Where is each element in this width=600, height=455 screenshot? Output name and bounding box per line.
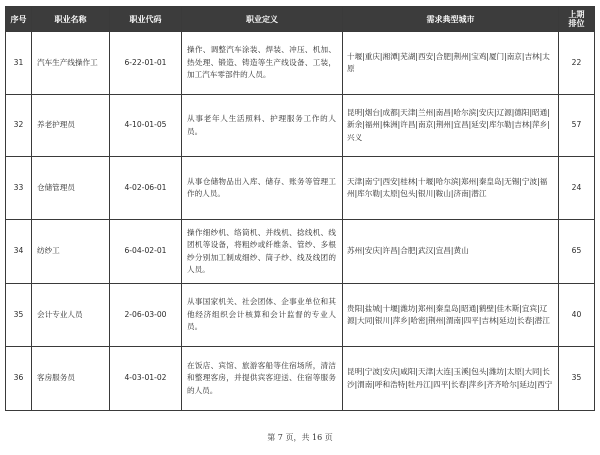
occupation-table-page <box>5 6 594 411</box>
row-occupation-name: 会计专业人员 <box>32 284 110 347</box>
table-row <box>6 157 595 220</box>
row-occupation-definition: 操作、调整汽车涂装、焊装、冲压、机加、热处理、锻造、铸造等生产线设备、工装，加工汽车零部件的人员。 <box>182 32 343 95</box>
header-occupation-code: 职业代码 <box>110 7 182 32</box>
row-previous-rank: 57 <box>559 95 595 157</box>
row-previous-rank: 24 <box>559 157 595 220</box>
row-demand-cities: 昆明|烟台|成都|天津|兰州|南昌|哈尔滨|安庆|辽源|德阳|昭通|新余|福州|株洲|许昌|南京|荆州|宜昌|延安|库尔勒|吉林|萍乡|兴义 <box>343 95 559 157</box>
row-occupation-code: 4-03-01-02 <box>110 347 182 411</box>
row-serial-number: 35 <box>6 284 32 347</box>
table-row <box>6 95 595 157</box>
row-occupation-code: 6-04-02-01 <box>110 220 182 284</box>
row-serial-number: 31 <box>6 32 32 95</box>
table-row <box>6 32 595 95</box>
row-previous-rank: 40 <box>559 284 595 347</box>
row-occupation-code: 4-02-06-01 <box>110 157 182 220</box>
table-header <box>6 7 595 32</box>
row-occupation-definition: 操作细纱机、络筒机、并线机、捻线机、线团机等设备，将粗纱或纤维条、管纱、多根纱分别加工制成细纱、筒子纱、线及线团的人员。 <box>182 220 343 284</box>
row-serial-number: 33 <box>6 157 32 220</box>
row-demand-cities: 苏州|安庆|许昌|合肥|武汉|宜昌|黄山 <box>343 220 559 284</box>
row-demand-cities: 贵阳|盐城|十堰|潍坊|郑州|秦皇岛|昭通|鹤壁|佳木斯|宜宾|辽源|大同|银川|萍乡|哈密|荆州|渭南|四平|吉林|延边|长春|潜江 <box>343 284 559 347</box>
header-occupation-definition: 职业定义 <box>182 7 343 32</box>
row-occupation-definition: 从事仓储物品出入库、储存、账务等管理工作的人员。 <box>182 157 343 220</box>
table-body <box>6 32 595 411</box>
row-occupation-code: 6-22-01-01 <box>110 32 182 95</box>
row-occupation-definition: 从事老年人生活照料、护理服务工作的人员。 <box>182 95 343 157</box>
row-occupation-code: 2-06-03-00 <box>110 284 182 347</box>
header-serial-number: 序号 <box>6 7 32 32</box>
header-row <box>6 7 595 32</box>
row-occupation-name: 汽车生产线操作工 <box>32 32 110 95</box>
header-occupation-name: 职业名称 <box>32 7 110 32</box>
row-occupation-code: 4-10-01-05 <box>110 95 182 157</box>
row-demand-cities: 天津|南宁|西安|桂林|十堰|哈尔滨|郑州|秦皇岛|无锡|宁波|福州|库尔勒|太原|包头|银川|鞍山|济南|潜江 <box>343 157 559 220</box>
row-occupation-name: 养老护理员 <box>32 95 110 157</box>
row-demand-cities: 昆明|宁波|安庆|咸阳|天津|大连|玉溪|包头|潍坊|太原|大同|长沙|渭南|呼和浩特|牡丹江|四平|长春|萍乡|齐齐哈尔|延边|西宁 <box>343 347 559 411</box>
row-occupation-definition: 从事国家机关、社会团体、企事业单位和其他经济组织会计核算和会计监督的专业人员。 <box>182 284 343 347</box>
header-previous-rank: 上期 排位 <box>559 7 595 32</box>
row-occupation-name: 纺纱工 <box>32 220 110 284</box>
row-serial-number: 32 <box>6 95 32 157</box>
occupation-demand-table <box>5 6 595 411</box>
row-occupation-name: 客房服务员 <box>32 347 110 411</box>
row-occupation-definition: 在饭店、宾馆、旅游客船等住宿场所，清洁和整理客房，并提供宾客迎送、住宿等服务的人员。 <box>182 347 343 411</box>
table-row <box>6 284 595 347</box>
row-serial-number: 34 <box>6 220 32 284</box>
row-previous-rank: 65 <box>559 220 595 284</box>
row-demand-cities: 十堰|重庆|湘潭|芜湖|西安|合肥|荆州|宝鸡|厦门|南京|吉林|太原 <box>343 32 559 95</box>
table-row <box>6 347 595 411</box>
header-demand-cities: 需求典型城市 <box>343 7 559 32</box>
row-previous-rank: 35 <box>559 347 595 411</box>
table-row <box>6 220 595 284</box>
row-serial-number: 36 <box>6 347 32 411</box>
row-previous-rank: 22 <box>559 32 595 95</box>
row-occupation-name: 仓储管理员 <box>32 157 110 220</box>
page-number-footer: 第 7 页，共 16 页 <box>267 433 333 442</box>
